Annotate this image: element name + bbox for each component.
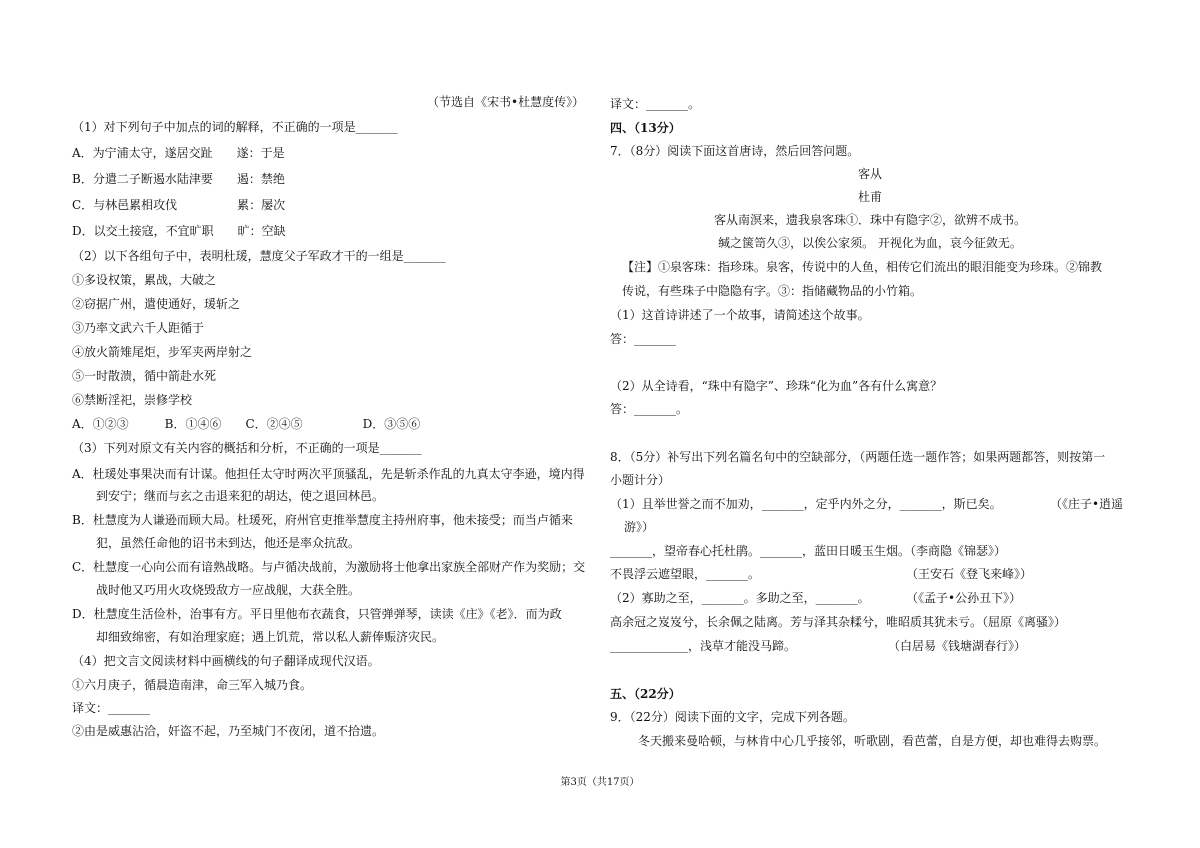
- q8-b3-source: （白居易《钱塘湖春行》）: [888, 639, 1027, 653]
- source-note: （节选自《宋书•杜慧度传》）: [427, 95, 585, 109]
- q8-a1: （1）且举世誉之而不加劝，_______，定乎内外之分，_______，斯已矣。: [610, 497, 1002, 511]
- q8-a3-source: （王安石《登飞来峰》）: [906, 567, 1033, 581]
- q2-item-4: ④放火箭雉尾炬，步军夹两岸射之: [72, 345, 253, 359]
- q1-option-c: C．与林邑累相攻伐 累：屡次: [72, 198, 286, 212]
- q2-item-5: ⑤一时散溃，循中箭赴水死: [72, 369, 217, 383]
- q2-item-2: ②窃据广州，遣使通好，瑗斩之: [72, 297, 241, 311]
- q8-a2: _______，望帝春心托杜鹃。_______，蓝田日暖玉生烟。（李商隐《锦瑟》）: [610, 544, 1007, 558]
- q2-stem: （2）以下各组句子中，表明杜瑗，慧度父子军政才干的一组是_______: [72, 249, 446, 263]
- q8-stem: 8．（5分）补写出下列名篇名句中的空缺部分，（两题任选一题作答；如果两题都答，则按第一: [610, 450, 1106, 464]
- q3-line: 战时他又巧用火攻烧毁敌方一应战舰，大获全胜。: [72, 583, 361, 597]
- q1-option-a: A．为宁浦太守，遂居交趾 遂：于是: [72, 146, 285, 160]
- q4-sentence-1: ①六月庚子，循晨造南津，命三军入城乃食。: [72, 678, 313, 692]
- q2-item-6: ⑥禁断淫祀，崇修学校: [72, 393, 193, 407]
- q4-translation-1: 译文：_______: [72, 701, 151, 715]
- q7-answer-2: 答：_______。: [610, 402, 689, 416]
- q8-b1: （2）寡助之至，_______。多助之至，_______。: [610, 591, 870, 605]
- page-footer: 第3页（共17页）: [560, 777, 640, 788]
- q1-option-d: D．以交土接寇，不宜旷职 旷：空缺: [72, 224, 286, 238]
- q3-line: D．杜慧度生活俭朴，治事有方。平日里他布衣蔬食，只管弹弹琴，读读《庄》《老》．而为政: [72, 607, 562, 621]
- q8-stem-cont: 小题计分）: [610, 473, 671, 487]
- section-4-header: 四、（13分）: [610, 121, 681, 135]
- poem-note: 传说，有些珠子中隐隐有字。③：指储藏物品的小竹箱。: [622, 284, 923, 298]
- section-5-header: 五、（22分）: [610, 687, 681, 701]
- poem-line: 缄之箧笥久③，以俟公家须。 开视化为血，哀今征敛无。: [718, 236, 1022, 250]
- q7-sub-2: （2）从全诗看，“珠中有隐字”、珍珠“化为血”各有什么寓意？: [610, 379, 943, 393]
- q9-text: 冬天搬来曼哈顿，与林肯中心几乎接邻，听歌剧，看芭蕾，自是方便，却也难得去购票。: [638, 734, 1107, 748]
- q2-options: A．①②③ B．①④⑥ C．②④⑤ D．③⑤⑥: [72, 417, 421, 431]
- q2-item-1: ①多设权策，累战，大破之: [72, 273, 217, 287]
- q3-line: 到安宁；继而与玄之击退来犯的胡达，使之退回林邑。: [72, 489, 385, 503]
- q3-line: 却细致绵密，有如治理家庭；遇上饥荒，常以私人薪俸赈济灾民。: [72, 630, 445, 644]
- q8-a3: 不畏浮云遮望眼，_______。: [610, 567, 761, 581]
- q7-sub-1: （1）这首诗讲述了一个故事，请简述这个故事。: [610, 308, 870, 322]
- q4-stem: （4）把文言文阅读材料中画横线的句子翻译成现代汉语。: [72, 654, 380, 668]
- q3-line: A．杜瑗处事果决而有计谋。他担任太守时两次平顶骚乱，先是斩杀作乱的九真太守李逊，境内得: [72, 467, 585, 481]
- q8-b1-source: （《孟子•公孙丑下》）: [906, 591, 1022, 605]
- q1-stem: （1）对下列句子中加点的词的解释，不正确的一项是_______: [72, 120, 398, 134]
- q3-stem: （3）下列对原文有关内容的概括和分析，不正确的一项是_______: [72, 441, 422, 455]
- q3-line: C．杜慧度一心向公而有谙熟战略。与卢循决战前，为激励将士他拿出家族全部财产作为奖励；交: [72, 560, 586, 574]
- q8-a1-source-cont: 游》）: [624, 520, 655, 534]
- poem-title: 客从: [857, 167, 882, 181]
- q4-sentence-2: ②由是威惠沾洽，奸盗不起，乃至城门不夜闭，道不拾遗。: [72, 724, 385, 738]
- poem-note: 【注】①泉客珠：指珍珠。泉客，传说中的人鱼，相传它们流出的眼泪能变为珍珠。②锦教: [622, 260, 1103, 274]
- q2-item-3: ③乃率文武六千人距循于: [72, 321, 205, 335]
- q7-answer-1: 答：_______: [610, 332, 677, 346]
- q1-option-b: B．分遣二子断遏水陆津要 遏：禁绝: [72, 172, 285, 186]
- q3-line: B．杜慧度为人谦逊而顾大局。杜瑗死，府州官吏推举慧度主持州府事，他未接受；而当卢循来: [72, 513, 573, 527]
- q7-stem: 7．（8分）阅读下面这首唐诗，然后回答问题。: [610, 144, 860, 158]
- q9-stem: 9．（22分）阅读下面的文字，完成下列各题。: [610, 710, 855, 724]
- poem-line: 客从南溟来，遗我泉客珠①．珠中有隐字②，欲辨不成书。: [713, 213, 1026, 227]
- translation-line: 译文：_______。: [610, 97, 701, 111]
- q8-b2: 高余冠之岌岌兮，长余佩之陆离。芳与泽其杂糅兮，唯昭质其犹未亏。（屈原《离骚》）: [610, 615, 1067, 629]
- poem-author: 杜甫: [857, 190, 882, 204]
- q8-b3: _____________，浅草才能没马蹄。: [610, 639, 797, 653]
- q3-line: 犯，虽然任命他的诏书未到达，他还是率众抗敌。: [72, 536, 361, 550]
- q8-a1-source: （《庄子•逍遥: [1050, 497, 1124, 511]
